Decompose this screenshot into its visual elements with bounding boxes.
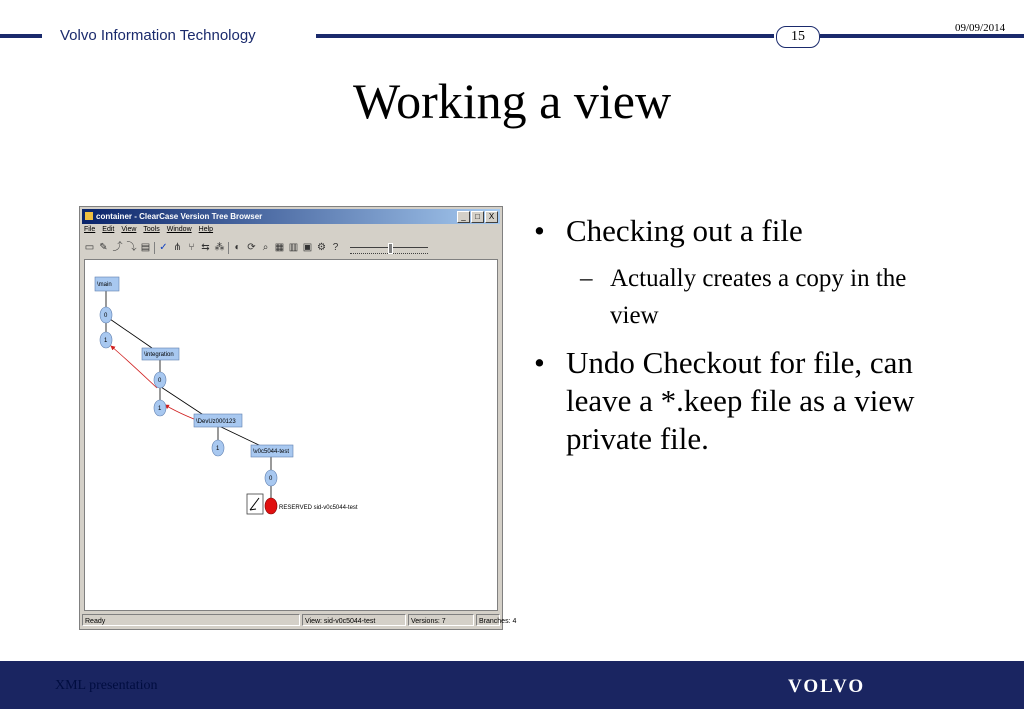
checkout-icon[interactable]: ⤴ [112, 242, 123, 253]
tree-edge [107, 317, 152, 348]
checkmark-icon[interactable]: ✓ [159, 242, 168, 253]
toolbar-separator [228, 242, 229, 254]
tree-icon[interactable]: ⁂ [214, 242, 225, 253]
minimize-button[interactable]: _ [457, 211, 470, 223]
status-ready: Ready [82, 614, 300, 626]
status-branches: Branches: 4 [476, 614, 500, 626]
compare-icon[interactable]: ⇆ [201, 242, 210, 253]
svg-text:0: 0 [158, 378, 162, 384]
clearcase-screenshot [79, 206, 517, 630]
menu-file[interactable]: File [84, 226, 96, 233]
sub-bullet-item [530, 260, 960, 334]
checkout-label: RESERVED sid-v0c5044-test [279, 505, 358, 511]
slide-title: Working a view [352, 73, 672, 129]
version-node[interactable] [154, 372, 166, 388]
checkout-node[interactable] [265, 498, 277, 514]
branch-devuz[interactable] [194, 414, 242, 427]
window-titlebar [82, 209, 500, 224]
branch-integration[interactable] [142, 348, 179, 360]
toolbar-separator [154, 242, 155, 254]
checkout-icon[interactable] [247, 494, 263, 514]
merge-icon[interactable]: ⋔ [173, 242, 182, 253]
header-rule-left [0, 34, 42, 38]
status-view: View: sid-v0c5044-test [302, 614, 406, 626]
svg-text:\main: \main [97, 282, 112, 288]
bullet-item [530, 344, 960, 458]
version-node[interactable] [212, 440, 224, 456]
label-icon[interactable]: ▣ [302, 242, 313, 253]
slide-date: 09/09/2014 [955, 22, 1006, 34]
svg-text:1: 1 [216, 446, 220, 452]
version-node[interactable] [265, 470, 277, 486]
help-icon[interactable]: ? [332, 242, 339, 253]
bullet-list [530, 212, 960, 468]
bullet-text: Checking out a file [566, 213, 803, 248]
svg-text:0: 0 [269, 476, 273, 482]
svg-text:\integration: \integration [144, 352, 174, 358]
edit-icon[interactable]: ✎ [99, 242, 108, 253]
branch-test[interactable] [251, 445, 293, 457]
checkin-icon[interactable]: ⤵ [126, 242, 137, 253]
print-icon[interactable]: ▤ [140, 242, 151, 253]
bullet-dash: – [580, 265, 593, 292]
app-icon [85, 212, 93, 220]
status-bar [82, 614, 517, 627]
status-versions: Versions: 7 [408, 614, 474, 626]
history-icon[interactable]: ▥ [288, 242, 299, 253]
menu-tools[interactable]: Tools [143, 226, 160, 233]
bullet-text: Undo Checkout for file, can leave a *.keep file as a view private file. [566, 345, 915, 456]
window-title: container - ClearCase Version Tree Browser [96, 212, 263, 221]
zoom-slider[interactable] [350, 243, 428, 254]
footer-text: XML presentation [55, 678, 158, 693]
zoom-slider-thumb[interactable] [388, 243, 393, 254]
settings-icon[interactable]: ⚙ [317, 242, 326, 253]
version-node[interactable] [100, 307, 112, 323]
version-node[interactable] [154, 400, 166, 416]
tree-edge [219, 426, 261, 446]
svg-text:1: 1 [104, 338, 108, 344]
menu-edit[interactable]: Edit [102, 226, 115, 233]
sub-bullet-text: Actually creates a copy in the view [610, 265, 907, 329]
company-name: Volvo Information Technology [60, 27, 256, 44]
header-rule-middle [316, 34, 774, 38]
header-rule-right [820, 34, 1024, 38]
svg-text:\v0c5044-test: \v0c5044-test [253, 449, 290, 455]
bullet-item [530, 212, 960, 250]
svg-text:0: 0 [104, 313, 108, 319]
page-number: 15 [776, 26, 820, 48]
find-icon[interactable]: ⌕ [262, 242, 269, 253]
menu-bar [84, 226, 213, 238]
volvo-logo: VOLVO [788, 676, 866, 697]
properties-icon[interactable]: ▦ [274, 242, 285, 253]
maximize-button[interactable]: □ [471, 211, 484, 223]
version-tree-canvas[interactable] [84, 259, 498, 611]
refresh-icon[interactable]: ⟳ [247, 242, 256, 253]
svg-text:1: 1 [158, 406, 162, 412]
bullet-dot: • [534, 345, 545, 380]
version-node[interactable] [100, 332, 112, 348]
menu-view[interactable]: View [121, 226, 137, 233]
menu-window[interactable]: Window [166, 226, 192, 233]
svg-text:\DevUz000123: \DevUz000123 [196, 419, 236, 425]
branch-icon[interactable]: ⑂ [188, 242, 195, 253]
zoom-icon[interactable]: ◐ [234, 242, 241, 253]
tree-edge [161, 387, 205, 416]
toolbar [84, 240, 498, 256]
close-button[interactable]: X [485, 211, 498, 223]
bullet-dot: • [534, 213, 545, 248]
open-folder-icon[interactable]: ▭ [84, 242, 95, 253]
menu-help[interactable]: Help [198, 226, 214, 233]
version-tree [85, 260, 497, 610]
branch-main[interactable] [95, 277, 119, 291]
